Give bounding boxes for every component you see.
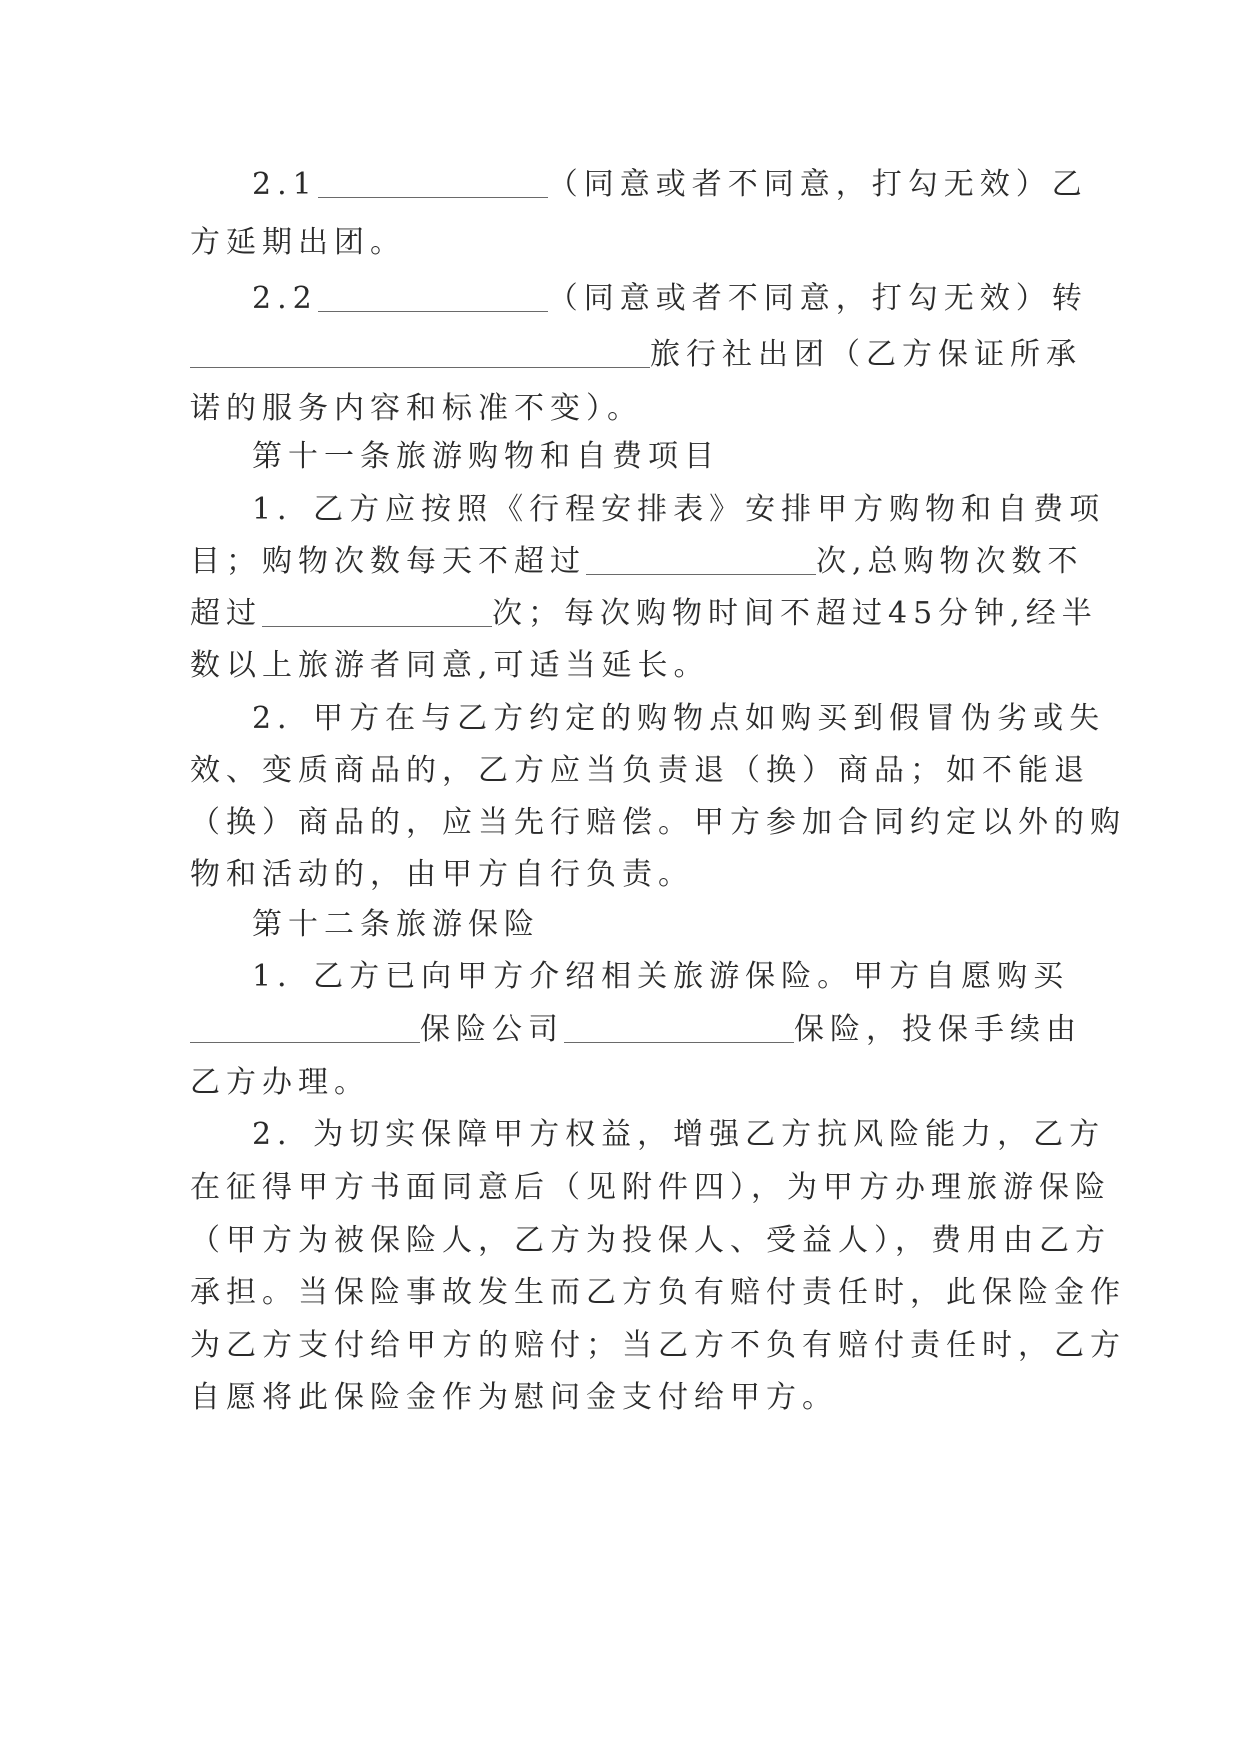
article-12-item-2-line-3: （甲方为被保险人，乙方为投保人、受益人），费用由乙方	[190, 1223, 1111, 1258]
clause-text: 目；购物次数每天不超过	[190, 544, 586, 579]
article-11-item-2-line-2: 效、变质商品的，乙方应当负责退（换）商品；如不能退	[190, 753, 1090, 788]
clause-2-1-line-2: 方延期出团。	[190, 225, 406, 260]
article-11-item-1-line-4: 数以上旅游者同意,可适当延长。	[190, 648, 710, 683]
fill-in-blank[interactable]	[190, 331, 650, 368]
article-11-item-2-line-4: 物和活动的，由甲方自行负责。	[190, 857, 694, 892]
clause-text: 旅行社出团（乙方保证所承	[650, 337, 1082, 372]
clause-text: 保险公司	[420, 1012, 564, 1047]
clause-2-2-line-3: 诺的服务内容和标准不变）。	[190, 391, 643, 426]
article-12-item-2-line-5: 为乙方支付给甲方的赔付；当乙方不负有赔付责任时，乙方	[190, 1328, 1126, 1363]
fill-in-blank[interactable]	[262, 590, 492, 627]
article-12-item-2-line-6: 自愿将此保险金作为慰问金支付给甲方。	[190, 1380, 838, 1415]
article-12-item-2-line-2: 在征得甲方书面同意后（见附件四），为甲方办理旅游保险	[190, 1170, 1111, 1205]
clause-text: 次；每次购物时间不超过45分钟,经半	[492, 596, 1098, 631]
fill-in-blank[interactable]	[318, 161, 548, 198]
clause-text: （同意或者不同意，打勾无效）乙	[547, 167, 1088, 202]
clause-2-2-line-2	[190, 326, 1082, 384]
clause-number: 2.2	[252, 281, 318, 316]
article-12-item-2-line-1: 2．为切实保障甲方权益，增强乙方抗风险能力，乙方	[252, 1117, 1106, 1152]
fill-in-blank[interactable]	[586, 538, 816, 575]
clause-text: 超过	[190, 596, 262, 631]
article-12-item-1-line-2	[190, 1001, 1082, 1059]
article-12-item-2-line-4: 承担。当保险事故发生而乙方负有赔付责任时，此保险金作	[190, 1275, 1126, 1310]
article-12-item-1-line-3: 乙方办理。	[190, 1065, 370, 1100]
article-12-item-1-line-1: 1．乙方已向甲方介绍相关旅游保险。甲方自愿购买	[252, 959, 1070, 994]
fill-in-blank[interactable]	[190, 1006, 420, 1043]
clause-number: 2.1	[252, 167, 318, 202]
clause-text: 保险，投保手续由	[794, 1012, 1082, 1047]
article-11-item-2-line-1: 2．甲方在与乙方约定的购物点如购买到假冒伪劣或失	[252, 701, 1106, 736]
article-11-heading: 第十一条旅游购物和自费项目	[252, 439, 720, 474]
article-12-heading: 第十二条旅游保险	[252, 907, 540, 942]
clause-2-2-line-1	[252, 270, 1088, 328]
clause-2-1-line-1	[252, 156, 1088, 214]
fill-in-blank[interactable]	[564, 1006, 794, 1043]
article-11-item-1-line-3	[190, 585, 1098, 643]
clause-text: 次,总购物次数不	[816, 544, 1084, 579]
fill-in-blank[interactable]	[318, 275, 548, 312]
article-11-item-2-line-3: （换）商品的，应当先行赔偿。甲方参加合同约定以外的购	[190, 805, 1126, 840]
clause-text: （同意或者不同意，打勾无效）转	[547, 281, 1088, 316]
article-11-item-1-line-2	[190, 533, 1084, 591]
article-11-item-1-line-1: 1．乙方应按照《行程安排表》安排甲方购物和自费项	[252, 492, 1106, 527]
